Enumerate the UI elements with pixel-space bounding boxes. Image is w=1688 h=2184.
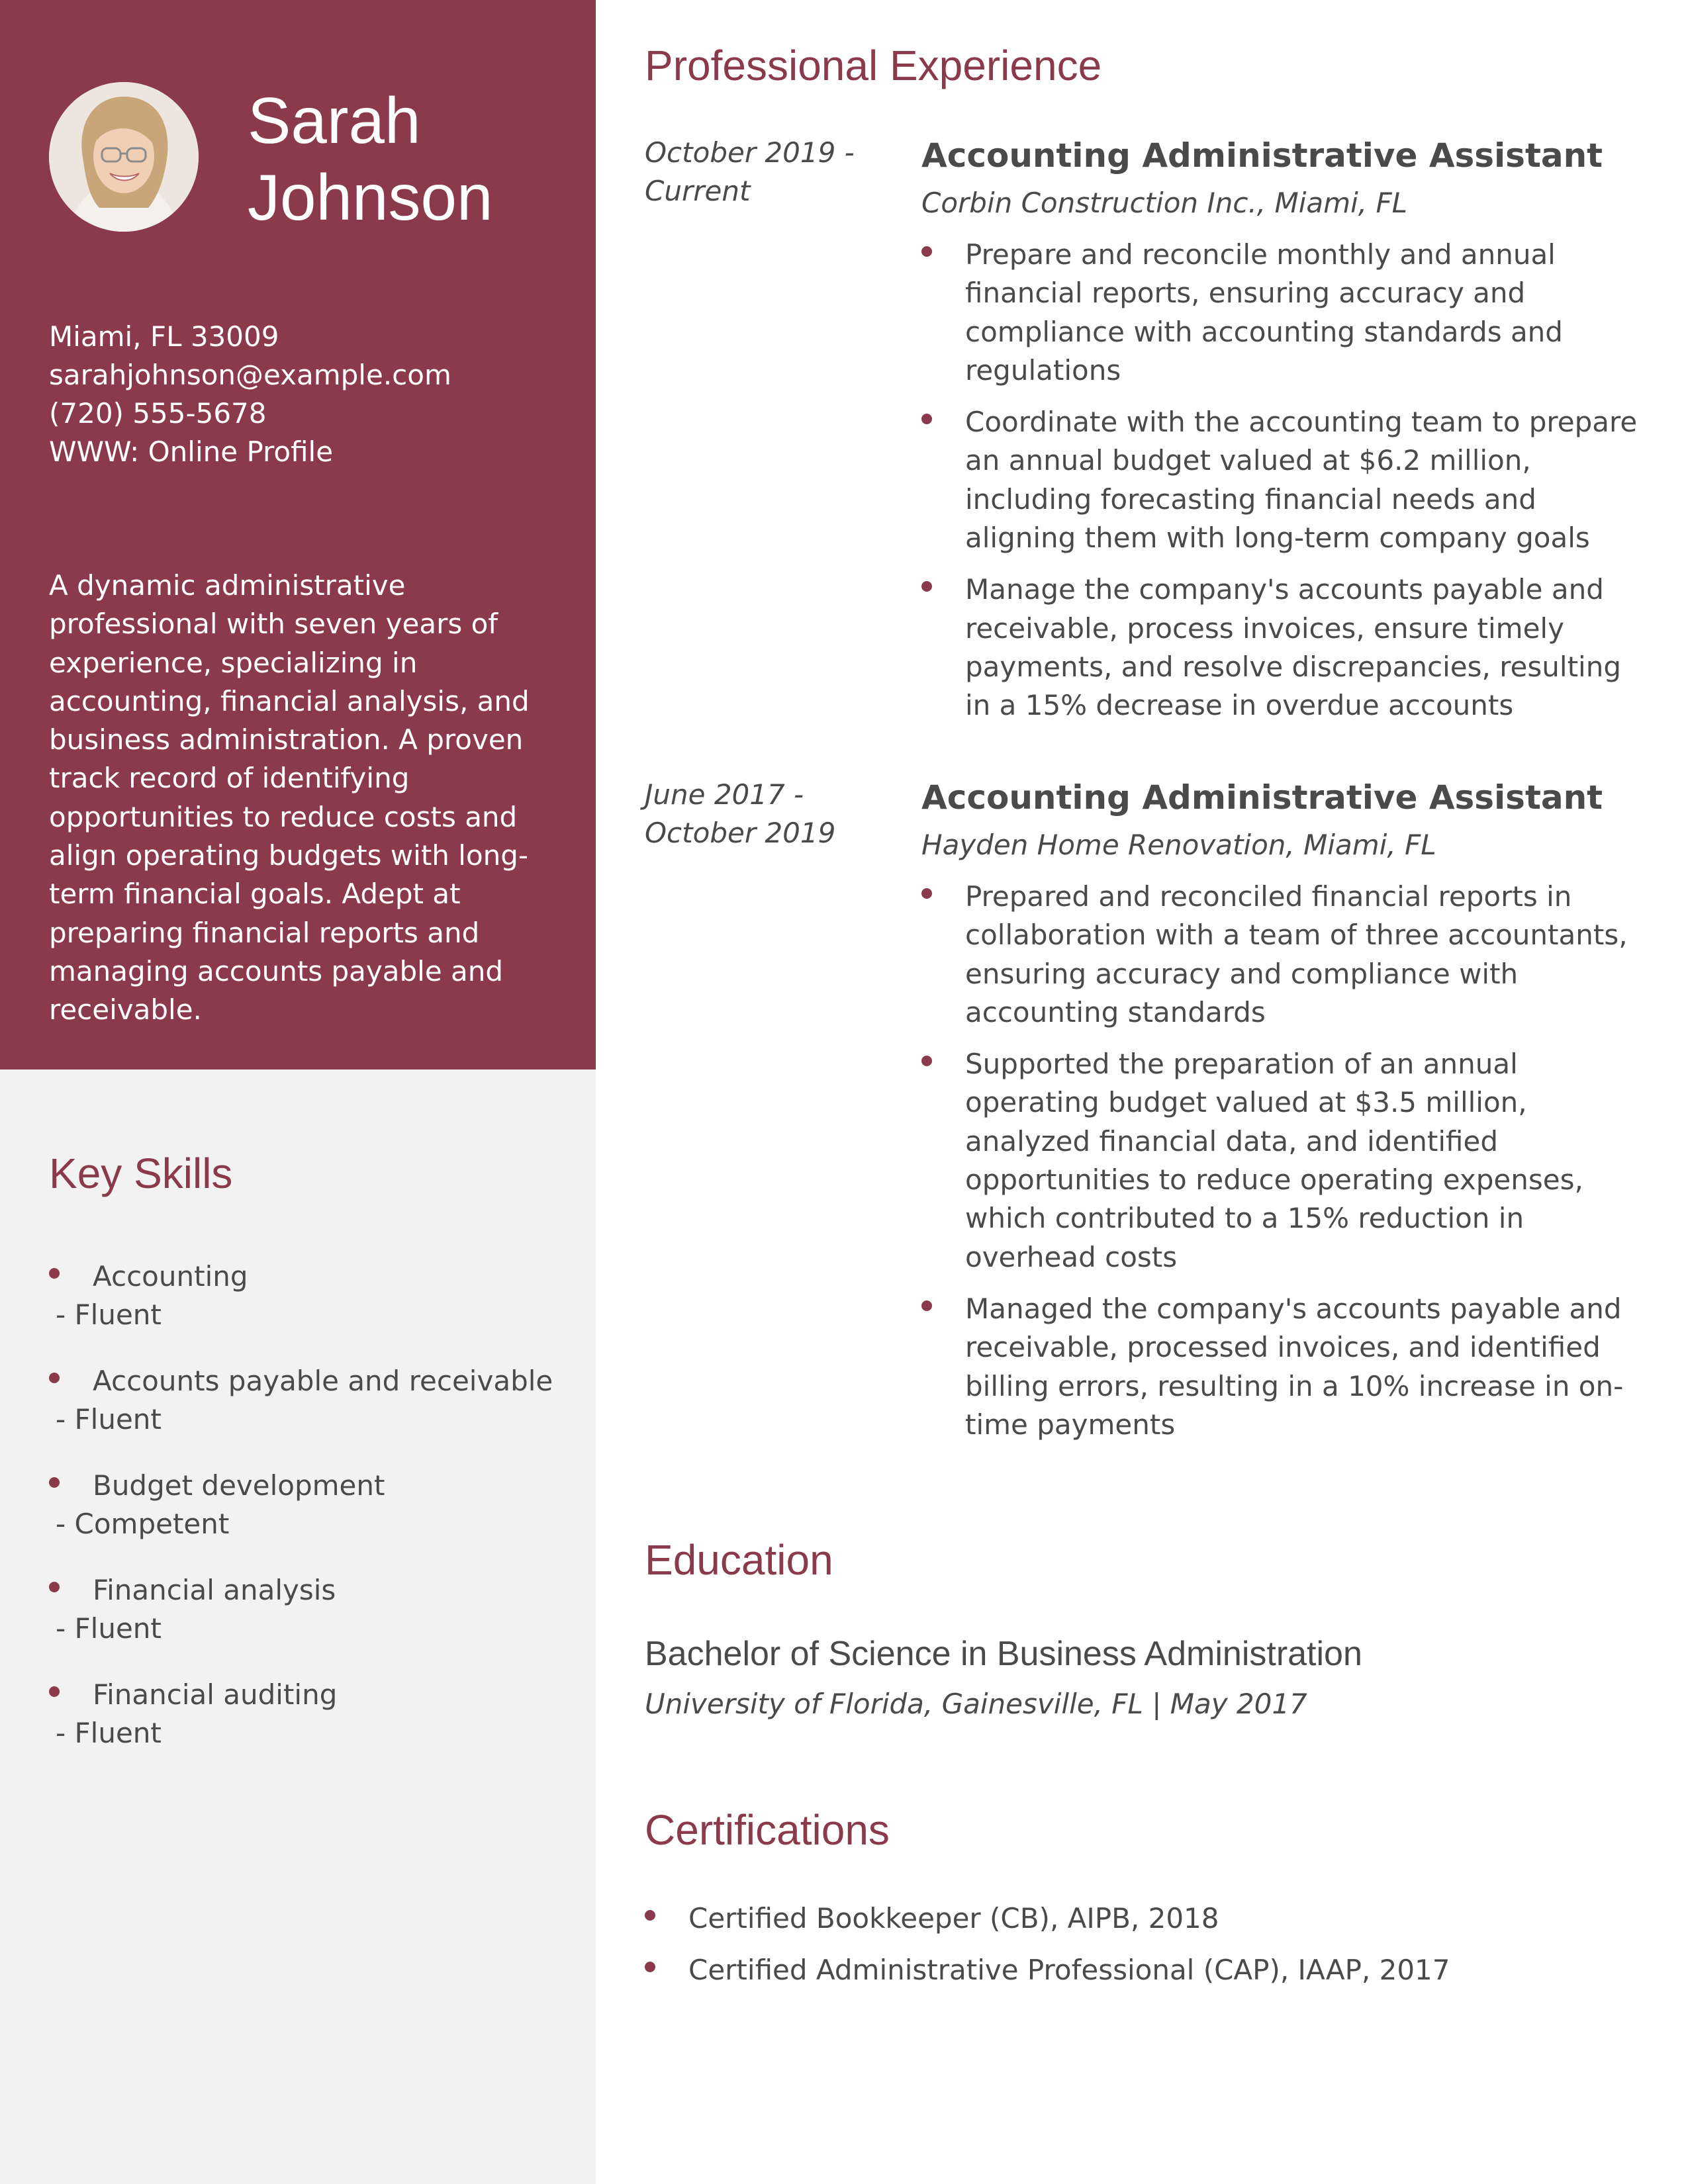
bullet-icon	[921, 414, 932, 424]
bullet-icon	[49, 1582, 60, 1592]
bullet-icon	[921, 246, 932, 257]
certification-text: Certified Administrative Professional (CAP), IAAP, 2017	[688, 1954, 1450, 1986]
skill-name: Financial auditing	[93, 1678, 338, 1711]
skill-level: - Fluent	[56, 1298, 162, 1331]
skill-name: Financial analysis	[93, 1574, 336, 1606]
contact-email[interactable]: sarahjohnson@example.com	[49, 359, 451, 391]
job-bullet-text: Supported the preparation of an annual operating budget valued at $3.5 million, analyzed financial data, and identified opportunities to reduce operating expenses, which contributed to a 15% reduction in overhead costs	[965, 1048, 1583, 1273]
job-bullet	[921, 878, 1651, 1032]
first-name: Sarah	[248, 84, 421, 157]
job-bullet	[921, 1290, 1651, 1444]
last-name: Johnson	[248, 161, 493, 234]
bullet-icon	[49, 1373, 60, 1383]
skill-level: - Fluent	[56, 1612, 162, 1645]
skill-item	[49, 1571, 579, 1648]
job-date-end: Current	[645, 175, 751, 207]
job-bullets	[921, 236, 1651, 725]
experience-heading: Professional Experience	[645, 42, 1102, 89]
person-portrait-icon	[49, 82, 199, 232]
certification-item	[645, 1951, 1651, 1989]
job-bullet-text: Prepare and reconcile monthly and annual financial reports, ensuring accuracy and compliance with accounting standards and regulations	[965, 238, 1563, 387]
bullet-icon	[645, 1962, 655, 1972]
contact-website[interactable]: WWW: Online Profile	[49, 435, 334, 468]
job-title: Accounting Administrative Assistant	[921, 778, 1603, 817]
certifications-heading: Certifications	[645, 1806, 890, 1854]
contact-info	[49, 318, 451, 471]
profile-photo	[49, 82, 199, 232]
skill-name: Accounting	[93, 1260, 248, 1293]
skill-item	[49, 1362, 579, 1439]
bullet-icon	[645, 1910, 655, 1921]
bullet-icon	[49, 1477, 60, 1488]
skills-heading: Key Skills	[49, 1150, 233, 1197]
education-heading: Education	[645, 1536, 833, 1584]
skill-name: Accounts payable and receivable	[93, 1365, 553, 1397]
job-dates	[645, 776, 896, 852]
certifications-list	[645, 1899, 1651, 2003]
job-bullet	[921, 236, 1651, 390]
job-bullet	[921, 1045, 1651, 1277]
skill-item	[49, 1257, 579, 1334]
job-bullets	[921, 878, 1651, 1444]
skill-item	[49, 1676, 579, 1752]
job-date-start: October 2019 -	[645, 136, 855, 169]
certification-item	[645, 1899, 1651, 1938]
candidate-name	[248, 82, 493, 236]
certification-text: Certified Bookkeeper (CB), AIPB, 2018	[688, 1902, 1219, 1934]
job-bullet-text: Managed the company's accounts payable and receivable, processed invoices, and identified billing errors, resulting in a 10% increase in on-time payments	[965, 1292, 1624, 1441]
school-info: University of Florida, Gainesville, FL | May 2017	[645, 1688, 1307, 1720]
job-date-start: June 2017 -	[645, 778, 804, 811]
job-bullet	[921, 403, 1651, 557]
skill-level: - Fluent	[56, 1403, 162, 1435]
job-company: Hayden Home Renovation, Miami, FL	[921, 829, 1436, 861]
bullet-icon	[921, 1056, 932, 1066]
skill-level: - Competent	[56, 1508, 230, 1540]
bullet-icon	[921, 581, 932, 592]
job-details	[921, 776, 1651, 1457]
skill-level: - Fluent	[56, 1717, 162, 1749]
job-company: Corbin Construction Inc., Miami, FL	[921, 187, 1407, 219]
skills-list	[49, 1257, 579, 1780]
contact-location: Miami, FL 33009	[49, 320, 279, 353]
skill-item	[49, 1467, 579, 1543]
job-dates	[645, 134, 896, 210]
job-bullet-text: Manage the company's accounts payable and receivable, process invoices, ensure timely payments, and resolve discrepancies, resulting in a 15% decrease in overdue accounts	[965, 573, 1621, 722]
job-date-end: October 2019	[645, 817, 836, 849]
bullet-icon	[921, 1300, 932, 1311]
sidebar-header	[0, 0, 596, 1069]
professional-summary: A dynamic administrative professional with seven years of experience, specializing in accounting, financial analysis, and business administration. A proven track record of identifying opportunities to reduce costs and align operating budgets with long-term financial goals. Adept at preparing financial reports and managing accounts payable and receivable.	[49, 569, 530, 1026]
job-bullet-text: Prepared and reconciled financial reports in collaboration with a team of three accountants, ensuring accuracy and compliance with accounting standards	[965, 880, 1628, 1028]
job-details	[921, 134, 1651, 739]
job-bullet-text: Coordinate with the accounting team to prepare an annual budget valued at $6.2 million, including forecasting financial needs and aligning them with long-term company goals	[965, 406, 1638, 555]
skill-name: Budget development	[93, 1469, 385, 1502]
job-bullet	[921, 570, 1651, 725]
job-title: Accounting Administrative Assistant	[921, 136, 1603, 175]
degree-name: Bachelor of Science in Business Administration	[645, 1635, 1362, 1673]
bullet-icon	[49, 1268, 60, 1279]
contact-phone[interactable]: (720) 555-5678	[49, 397, 267, 430]
bullet-icon	[49, 1686, 60, 1697]
bullet-icon	[921, 888, 932, 899]
